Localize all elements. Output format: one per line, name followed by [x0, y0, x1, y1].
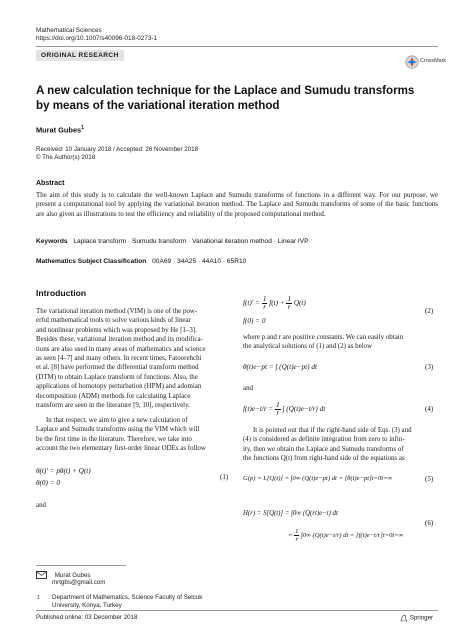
- right-paragraph-2: [243, 426, 438, 464]
- keywords: [36, 238, 309, 245]
- equation-6-frac: [294, 528, 299, 543]
- publisher-logo: [400, 614, 433, 623]
- equation-4-rhs: ∫ (Q(t)e−t/r) dt: [282, 405, 326, 414]
- intro-p1-line: decomposition (ADM) methods for calculating Laplace: [36, 391, 191, 400]
- intro-p1-line: transform are seen in the literature [9, 10], respectively.: [36, 401, 190, 410]
- equation-6-line-1: H(r) = S[Q(t)] = ∫0∞ (Q(rt)e−t) dt: [243, 510, 338, 517]
- equation-6-number: (6): [425, 519, 434, 527]
- equation-2-line-1: [243, 296, 306, 311]
- right-and-text: and: [243, 384, 254, 392]
- frac-denominator: r: [263, 303, 267, 311]
- published-online-date: Published online: 03 December 2018: [36, 614, 138, 621]
- equation-5-number: (5): [425, 475, 434, 483]
- intro-p1-line: as seen [4–7] and many others. In recent times, Fatoorehchi: [36, 354, 202, 363]
- affiliation-line-1: Department of Mathematics, Science Faculty of Selcuk: [52, 594, 203, 601]
- author-email[interactable]: mrtgbs@gmail.com: [52, 579, 106, 586]
- intro-p2-line: Laplace and Sumudu transforms using the VIM which will: [36, 425, 200, 434]
- frac-denominator: r: [295, 536, 299, 543]
- article-title-line-1: A new calculation technique for the Laplace and Sumudu transforms: [36, 84, 415, 97]
- equation-3-number: (3): [425, 363, 434, 371]
- right-p2-line: the functions Q(t) from right-hand side of the equations as: [243, 454, 405, 463]
- intro-p2-line: account the two elementary first-order linear ODEs as follow: [36, 444, 206, 453]
- right-p1-line: the analytical solutions of (1) and (2) as below: [243, 342, 373, 351]
- frac-numerator: 1: [287, 295, 292, 303]
- intro-and-text: and: [36, 501, 47, 509]
- equation-1-number: (1): [220, 473, 229, 481]
- frac-numerator: 1: [276, 401, 280, 409]
- equation-2-frac-2: [286, 296, 292, 311]
- abstract-heading: Abstract: [36, 180, 65, 187]
- header-rule: [36, 46, 438, 47]
- right-p1-line: where p and r are positive constants. We can easily obtain: [243, 333, 404, 341]
- equation-3: θ(t)e−pt = ∫ (Q(t)e−pt) dt: [243, 363, 317, 371]
- author-name: [36, 125, 84, 134]
- frac-numerator: 1: [295, 528, 299, 535]
- frac-denominator: r: [287, 303, 291, 311]
- intro-p1-line: and nonlinear problems which was proposed by He [1–3].: [36, 325, 197, 334]
- affiliation-sup: 1: [37, 595, 40, 601]
- keywords-label: Keywords: [36, 238, 68, 245]
- author-name-text: Murat Gubes: [36, 125, 82, 135]
- msc-classification: [36, 258, 246, 265]
- right-p2-line: (4) is considered as definite integration from zero to infin-: [243, 435, 405, 444]
- springer-horse-icon: [400, 614, 408, 622]
- envelope-icon: [36, 571, 47, 579]
- intro-paragraph-1: [36, 307, 231, 410]
- equation-4-frac: [275, 402, 281, 417]
- equation-1-line-2: θ(0) = 0: [36, 479, 60, 487]
- footer-rule: [36, 610, 438, 611]
- equation-5: G(p) = L[Q(t)] = ∫0∞ (Q(t)e−pt) dt = [θ(t)e−pt]t=0t=∞: [243, 475, 393, 482]
- intro-p1-line: tions are also used in many areas of mathematics and science: [36, 344, 206, 353]
- right-paragraph-1: [243, 333, 438, 352]
- frac-numerator: 1: [262, 295, 267, 303]
- doi-link[interactable]: https://doi.org/10.1007/s40096-018-0273-1: [36, 35, 158, 42]
- envelope-flap-icon: [37, 572, 46, 578]
- article-type-badge: ORIGINAL RESEARCH: [36, 50, 124, 61]
- equation-4-lhs: f(t)e−t/r =: [243, 405, 274, 414]
- equation-1-line-1: θ(t)′ = pθ(t) + Q(t): [36, 467, 91, 475]
- equation-6-rhs: ∫0∞ (Q(t)e−t/r) dt = [f(t)e−t/r]t=0t=∞: [301, 532, 404, 540]
- equation-4-number: (4): [425, 405, 434, 413]
- affiliation-line-2: University, Konya, Turkey: [52, 602, 122, 609]
- intro-p1-line: The variational iteration method (VIM) is one of the pow-: [36, 307, 198, 315]
- intro-p1-line: (DTM) to obtain Laplace transform of functions. Also, the: [36, 372, 198, 381]
- crossmark-icon: [405, 55, 419, 69]
- intro-p1-line: erful mathematical tools to solve various kinds of linear: [36, 316, 191, 325]
- journal-name: Mathematical Sciences: [36, 27, 102, 34]
- crossmark-label: CrossMark: [420, 58, 447, 64]
- article-title-line-2: by means of the variational iteration method: [36, 99, 280, 112]
- equation-6-line-2: = $\frac{1}{r}$ ∫0∞ (Q(t)e−t/r) dt = [f(t)e−t/r]t=0t=∞: [288, 528, 404, 543]
- equation-4: [243, 402, 325, 417]
- publisher-name: Springer: [409, 614, 434, 622]
- equation-2-ft: f(t) +: [269, 299, 285, 308]
- msc-label: Mathematics Subject Classification: [36, 258, 147, 265]
- equation-2-frac-1: [262, 296, 268, 311]
- equation-2-line-2: f(0) = 0: [243, 317, 266, 325]
- intro-p2-line: be the first time in the literature. Therefore, we take into: [36, 434, 192, 443]
- keywords-text: Laplace transform · Sumudu transform · Variational iteration method · Linear IVP: [73, 238, 309, 245]
- intro-p2-line: In that respect, we aim to give a new calculation of: [46, 416, 188, 424]
- msc-text: 00A69 · 34A25 · 44A10 · 65R10: [152, 258, 247, 265]
- equation-2-number: (2): [425, 307, 434, 315]
- intro-p1-line: Besides these, variational iteration method and its modifica-: [36, 335, 203, 344]
- right-p2-line: It is pointed out that if the right-hand side of Eqs. (3) and: [253, 426, 412, 434]
- introduction-heading: Introduction: [36, 288, 87, 298]
- crossmark-badge[interactable]: [405, 55, 445, 69]
- corresponding-author-name: Murat Gubes: [54, 571, 91, 579]
- received-accepted-dates: Received: 10 January 2018 / Accepted: 26 November 2018: [36, 146, 199, 153]
- abstract-text: The aim of this study is to calculate the well-known Laplace and Sumudu transforms of functions in a different way. For our purpose, we present a computational tool by applying the variational iteration method. The Laplace and Sumudu transforms of some of the basic functions are also given as illustrations to test the efficiency and reliability of the proposed computational method.: [36, 191, 438, 218]
- footnote-rule: [36, 565, 126, 566]
- equation-2-lhs: f(t)′ =: [243, 299, 261, 308]
- author-affiliation-sup: 1: [81, 125, 84, 131]
- frac-denominator: r: [276, 409, 280, 417]
- intro-p1-line: applications of homotopy perturbation (HPM) and adomian: [36, 382, 202, 391]
- copyright-line: © The Author(s) 2018: [36, 154, 96, 161]
- intro-paragraph-2: [36, 416, 231, 454]
- intro-p1-line: et al. [8] have performed the differential transform method: [36, 363, 199, 372]
- equation-2-rhs: Q(t): [293, 299, 306, 308]
- right-p2-line: ity, then we obtain the Laplace and Sumudu transforms of: [243, 444, 404, 453]
